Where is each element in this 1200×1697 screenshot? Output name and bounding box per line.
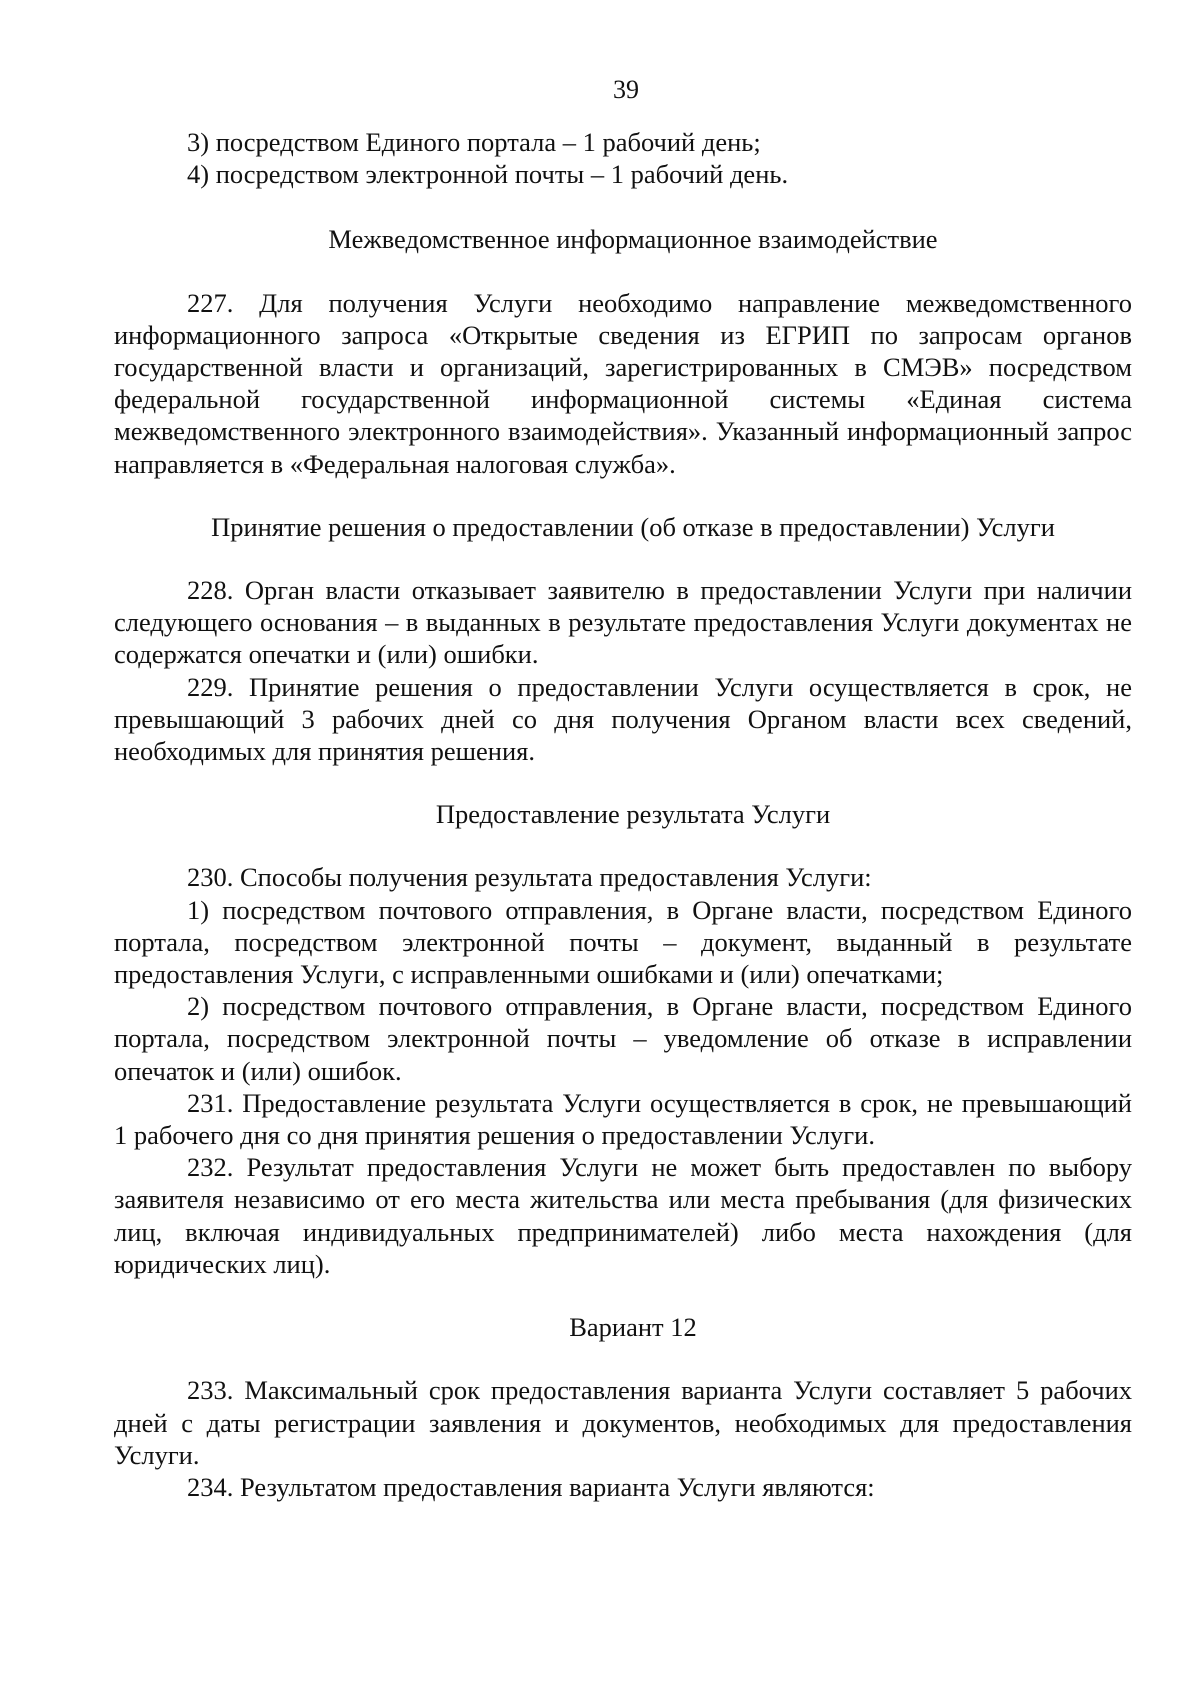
paragraph-234: 234. Результатом предоставления варианта Услуги являются: (187, 1471, 875, 1502)
paragraph-230-item-2: 2) посредством почтового отправления, в Органе власти, посредством Единого портала, посредством электронной почты – уведомление об отказе в исправлении опечаток и (или) ошибок. (114, 991, 1132, 1086)
paragraph-227: 227. Для получения Услуги необходимо направление межведомственного информационного запроса «Открытые сведения из ЕГРИП по запросам органов государственной власти и организаций, зарегистрированных в СМЭВ» посредством федеральной государственной информационной системы «Единая система межведомственного электронного взаимодействия». Указанный информационный запрос направляется в «Федеральная налоговая служба». (114, 287, 1132, 479)
paragraph-232: 232. Результат предоставления Услуги не может быть предоставлен по выбору заявителя независимо от его места жительства или места пребывания (для физических лиц, включая индивидуальных предпринимателей) либо места нахождения (для юридических лиц). (114, 1152, 1132, 1279)
list-item: 4) посредством электронной почты – 1 рабочий день. (187, 159, 789, 190)
document-body (114, 126, 1132, 1503)
paragraph-230: 230. Способы получения результата предоставления Услуги: (187, 862, 872, 893)
paragraph-233: 233. Максимальный срок предоставления варианта Услуги составляет 5 рабочих дней с даты регистрации заявления и документов, необходимых для предоставления Услуги. (114, 1375, 1132, 1470)
section-heading: Предоставление результата Услуги (435, 799, 831, 830)
paragraph-230-item-1: 1) посредством почтового отправления, в Органе власти, посредством Единого портала, посредством электронной почты – документ, выданный в результате предоставления Услуги, с исправленными ошибками и (или) опечатками; (114, 894, 1132, 990)
paragraph-231: 231. Предоставление результата Услуги осуществляется в срок, не превышающий 1 рабочего дня со дня принятия решения о предоставлении Услуги. (114, 1087, 1132, 1151)
paragraph-229: 229. Принятие решения о предоставлении Услуги осуществляется в срок, не превышающий 3 рабочих дней со дня получения Органом власти всех сведений, необходимых для принятия решения. (114, 671, 1132, 767)
section-heading: Вариант 12 (569, 1312, 697, 1343)
section-heading: Межведомственное информационное взаимодействие (328, 224, 938, 255)
paragraph-228: 228. Орган власти отказывает заявителю в предоставлении Услуги при наличии следующего основания – в выданных в результате предоставления Услуги документах не содержатся опечатки и (или) ошибки. (114, 575, 1132, 670)
page-number: 39 (613, 75, 639, 104)
section-heading: Принятие решения о предоставлении (об отказе в предоставлении) Услуги (211, 511, 1055, 542)
list-item: 3) посредством Единого портала – 1 рабочий день; (187, 127, 761, 157)
